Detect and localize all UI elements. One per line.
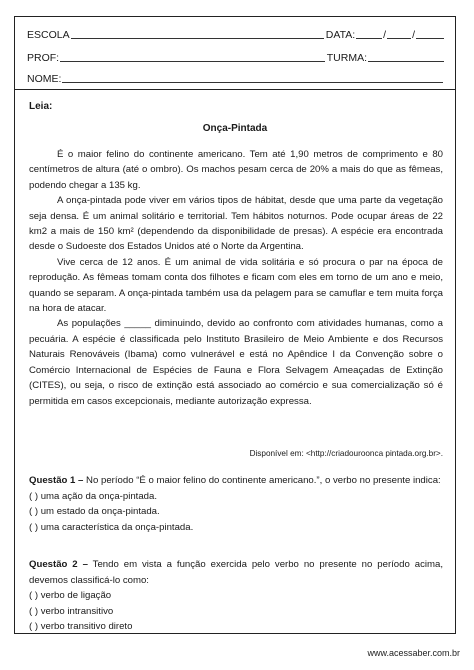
header-row-prof (27, 52, 445, 64)
nome-label: NOME: (27, 73, 62, 85)
question-1-option-a[interactable]: ( ) uma ação da onça-pintada. (29, 490, 157, 502)
escola-field[interactable] (71, 37, 324, 39)
text-title: Onça-Pintada (202, 123, 268, 134)
header-box (15, 17, 455, 90)
paragraph: A onça-pintada pode viver em vários tipos de hábitat, desde que uma parte da vegetação seja densa. É um animal solitário e territorial. Tem hábitos noturnos. Pode ocupar áreas de 22 km2 a mais de 150 km² (dependendo da disponibilidade de presas). A espécie era encontrada desde o Sudoeste dos Estados Unidos até o Norte da Argentina. (29, 195, 443, 253)
question-2-prompt (29, 557, 443, 588)
footer-site: www.acessaber.com.br (367, 648, 460, 658)
question-2 (29, 557, 443, 635)
question-1-prompt (29, 473, 443, 489)
leia-label: Leia: (29, 101, 53, 112)
paragraph: Vive cerca de 12 anos. É um animal de vida solitária e só procura o par na época de reprodução. As fêmeas tomam conta dos filhotes e ficam com eles em torno de um ano e meio, quando se separam. A onça-pintada também usa da pelagem para se camuflar e tem muita força na hora de atacar. (29, 256, 443, 315)
question-2-text: Tendo em vista a função exercida pelo verbo no presente no período acima, devemos classificá-lo como: (29, 559, 444, 586)
turma-field[interactable] (368, 60, 444, 62)
prof-label: PROF: (27, 52, 60, 64)
question-1-label: Questão 1 – (29, 475, 84, 486)
question-2-option-b[interactable]: ( ) verbo intransitivo (29, 605, 114, 617)
nome-field[interactable] (62, 81, 443, 83)
date-separator: / (412, 29, 415, 41)
reading-text (29, 147, 443, 409)
escola-label: ESCOLA (27, 29, 70, 41)
question-1 (29, 473, 443, 535)
question-2-option-c[interactable]: ( ) verbo transitivo direto (29, 621, 133, 633)
question-1-option-b[interactable]: ( ) um estado da onça-pintada. (29, 506, 160, 518)
date-month-field[interactable] (387, 37, 411, 39)
header-row-escola (27, 29, 445, 41)
paragraph: É o maior felino do continente americano. Tem até 1,90 metros de comprimento e 80 centímetros de altura (até o ombro). Os machos pesam cerca de 20% a mais do que as fêmeas, podendo chegar a 135 kg. (29, 149, 443, 191)
paragraph: As populações _____ diminuindo, devido ao confronto com atividades humanas, como a pecuária. A espécie é classificada pelo Instituto Brasileiro de Meio Ambiente e dos Recursos Naturais Renováveis (Ibama) como vulnerável e está no Apêndice I da Convenção sobre o Comércio Internacional de Espécies de Fauna e Flora Selvagem Ameaçadas de Extinção (CITES), ou seja, o risco de extinção está associado ao comércio e sua comercialização só é permitida em casos excepcionais, mediante autorização expressa. (29, 318, 443, 407)
question-2-option-a[interactable]: ( ) verbo de ligação (29, 590, 112, 602)
worksheet-frame (14, 16, 456, 634)
date-separator: / (383, 29, 387, 41)
turma-label: TURMA: (326, 52, 367, 64)
data-label: DATA: (325, 29, 356, 41)
prof-field[interactable] (60, 60, 325, 62)
question-1-text: No período “É o maior felino do continente americano.”, o verbo no presente indica: (83, 475, 441, 486)
date-day-field[interactable] (356, 37, 382, 39)
source-citation: Disponível em: <http://criadouroonca pintada.org.br>. (249, 449, 443, 458)
question-1-option-c[interactable]: ( ) uma característica da onça-pintada. (29, 521, 194, 533)
header-row-nome (27, 73, 445, 85)
date-year-field[interactable] (416, 37, 444, 39)
question-2-label: Questão 2 – (29, 559, 88, 570)
